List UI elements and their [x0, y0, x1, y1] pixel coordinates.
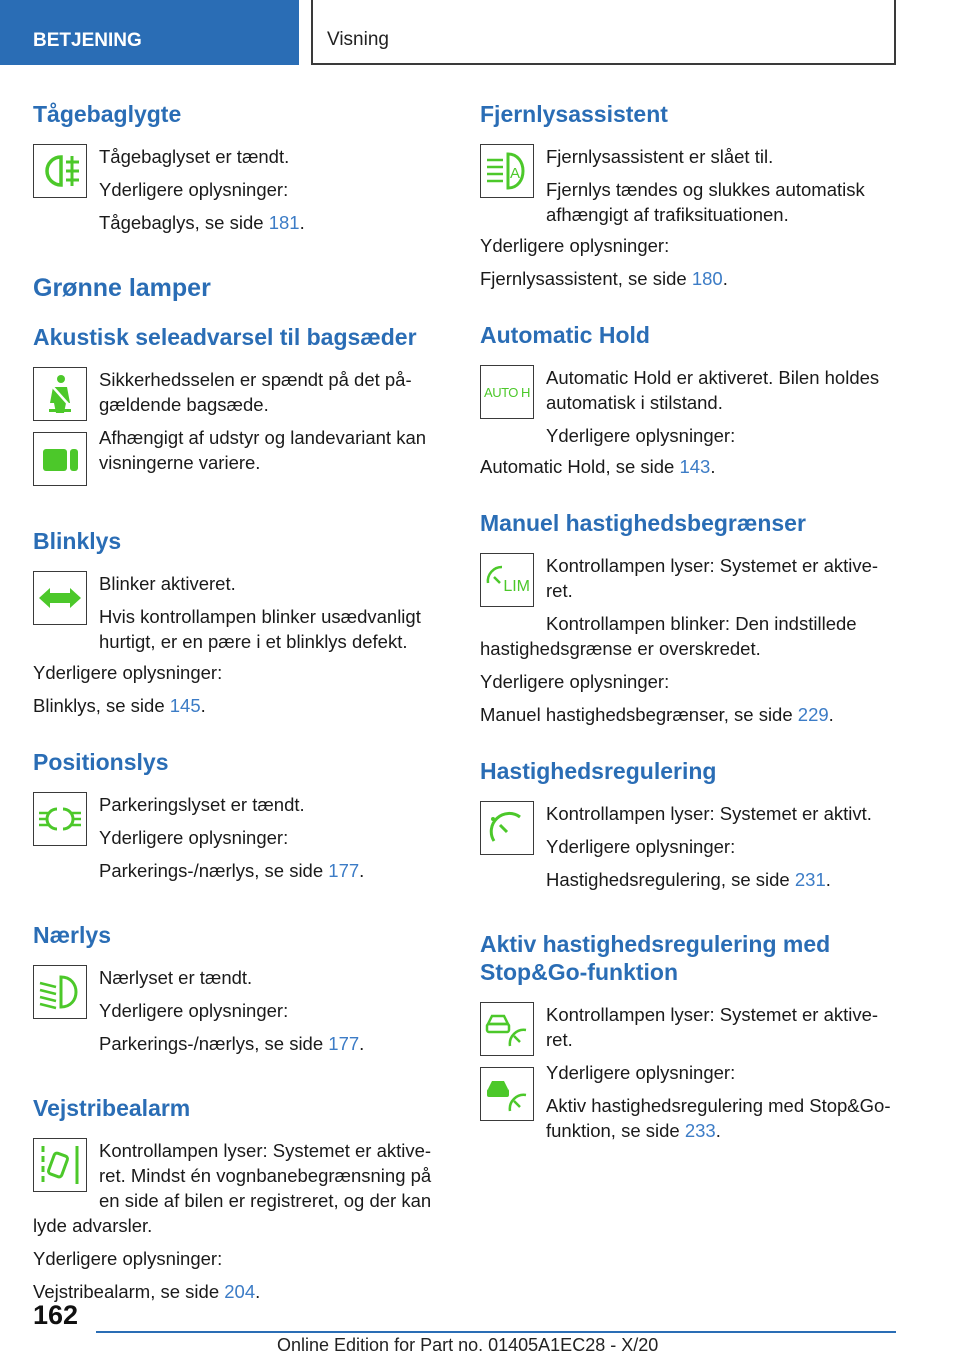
body-text: Kontrollampen lyser: Systemet er aktive-ret. — [546, 555, 879, 601]
reference: Fjernlysassistent, se side 180. — [480, 268, 728, 289]
section-lane — [33, 1094, 448, 1304]
body-text: Sikkerhedsselen er spændt på det på-gældende bagsæde. — [99, 369, 412, 415]
rear-seat-icon — [33, 432, 87, 486]
body-text: Parkeringslyset er tændt. — [99, 794, 305, 815]
acc-outline-icon — [480, 1002, 534, 1056]
reference: Aktiv hastighedsregulering med Stop&Go-funktion, se side 233. — [546, 1095, 891, 1141]
section-belt — [33, 323, 448, 497]
section-title: Nærlys — [33, 922, 111, 948]
page-link[interactable]: 181 — [268, 212, 300, 233]
left-column — [33, 100, 448, 1334]
section-title: Fjernlysassistent — [480, 101, 668, 127]
section-title: Hastighedsregulering — [480, 758, 717, 784]
section-title: Vejstribealarm — [33, 1095, 191, 1121]
section-high-beam-assist — [480, 100, 895, 291]
body-text: Hvis kontrollampen blinker usædvanligt hurtigt, er en pære i et blinklys defekt. — [99, 606, 421, 652]
body-text: Yderligere oplysninger: — [99, 827, 289, 848]
page-link[interactable]: 145 — [169, 695, 201, 716]
low-beam-icon — [33, 965, 87, 1019]
body-text: Kontrollampen lyser: Systemet er aktive-ret. Mindst én vognbanebegrænsning på en side af bilen er registreret, og der kan — [99, 1140, 432, 1211]
body-text: Yderligere oplysninger: — [99, 1000, 289, 1021]
reference: Tågebaglys, se side 181. — [99, 212, 305, 233]
turn-signal-icon — [33, 571, 87, 625]
section-cruise — [480, 757, 895, 900]
body-text: Afhængigt af udstyr og landevariant kan visningerne variere. — [99, 427, 427, 473]
section-title: Positionslys — [33, 749, 169, 775]
page-link[interactable]: 143 — [679, 456, 711, 477]
reference: Automatic Hold, se side 143. — [480, 456, 716, 477]
section-title: Akustisk seleadvarsel til bagsæder — [33, 324, 417, 350]
section-acc — [480, 930, 895, 1151]
body-text: Yderligere oplysninger: — [33, 1248, 223, 1269]
body-text: Yderligere oplysninger: — [480, 235, 670, 256]
body-text: Automatic Hold er aktiveret. Bilen holdes automatisk i stilstand. — [546, 367, 880, 413]
right-column — [480, 100, 895, 1181]
auto-hold-icon: AUTO H — [480, 365, 534, 419]
body-text: Yderligere oplysninger: — [99, 179, 289, 200]
section-rear-fog — [33, 100, 448, 243]
page-link[interactable]: 180 — [691, 268, 723, 289]
section-tab: Visning — [311, 0, 896, 65]
lane-departure-icon — [33, 1138, 87, 1192]
page-link[interactable]: 204 — [224, 1281, 256, 1302]
page-link[interactable]: 233 — [684, 1120, 716, 1141]
body-text: Kontrollampen blinker: Den indstillede — [546, 613, 857, 634]
chapter-tab: BETJENING — [0, 0, 299, 65]
reference: Hastighedsregulering, se side 231. — [546, 869, 831, 890]
high-beam-assist-icon — [480, 144, 534, 198]
page-link[interactable]: 231 — [794, 869, 826, 890]
section-blink — [33, 527, 448, 718]
reference: Parkerings-/nærlys, se side 177. — [99, 860, 365, 881]
body-text: lyde advarsler. — [33, 1215, 153, 1236]
page-number: 162 — [33, 1300, 79, 1330]
section-title: Aktiv hastighedsregulering med Stop&Go-funktion — [480, 931, 831, 985]
body-text: Kontrollampen lyser: Systemet er aktive-ret. — [546, 1004, 879, 1050]
cruise-control-icon — [480, 801, 534, 855]
reference: Vejstribealarm, se side 204. — [33, 1281, 261, 1302]
footer-divider — [96, 1331, 896, 1333]
body-text: Blinker aktiveret. — [99, 573, 236, 594]
body-text: Yderligere oplysninger: — [546, 1062, 736, 1083]
body-text: Kontrollampen lyser: Systemet er aktivt. — [546, 803, 872, 824]
reference: Blinklys, se side 145. — [33, 695, 206, 716]
reference: Manuel hastighedsbegrænser, se side 229. — [480, 704, 834, 725]
svg-text:A: A — [509, 165, 521, 182]
seatbelt-icon — [33, 367, 87, 421]
section-auto-hold — [480, 321, 895, 479]
rear-fog-light-icon — [33, 144, 87, 198]
parking-light-icon — [33, 792, 87, 846]
page-link[interactable]: 177 — [328, 1033, 360, 1054]
page-link[interactable]: 177 — [328, 860, 360, 881]
section-low-beam — [33, 921, 448, 1064]
body-text: Nærlyset er tændt. — [99, 967, 253, 988]
body-text: Fjernlys tændes og slukkes automatisk afhængigt af trafiksituationen. — [546, 179, 865, 225]
page-link[interactable]: 229 — [797, 704, 829, 725]
body-text: Yderligere oplysninger: — [546, 836, 736, 857]
section-title: Manuel hastighedsbegrænser — [480, 510, 806, 536]
section-title: Blinklys — [33, 528, 122, 554]
section-position — [33, 748, 448, 891]
reference: Parkerings-/nærlys, se side 177. — [99, 1033, 365, 1054]
acc-filled-icon — [480, 1067, 534, 1121]
body-text: Tågebaglyset er tændt. — [99, 146, 290, 167]
body-text: Yderligere oplysninger: — [33, 662, 223, 683]
edition-note: Online Edition for Part no. 01405A1EC28 - X/20 — [277, 1335, 659, 1355]
heading-green-lamps: Grønne lamper — [33, 274, 211, 302]
speed-limiter-icon: LIM — [480, 553, 534, 607]
section-title: Tågebaglygte — [33, 101, 182, 127]
body-text: Yderligere oplysninger: — [546, 425, 736, 446]
section-speed-limiter — [480, 509, 895, 727]
body-text: hastighedsgrænse er overskredet. — [480, 638, 761, 659]
section-title: Automatic Hold — [480, 322, 650, 348]
body-text: Yderligere oplysninger: — [480, 671, 670, 692]
body-text: Fjernlysassistent er slået til. — [546, 146, 774, 167]
